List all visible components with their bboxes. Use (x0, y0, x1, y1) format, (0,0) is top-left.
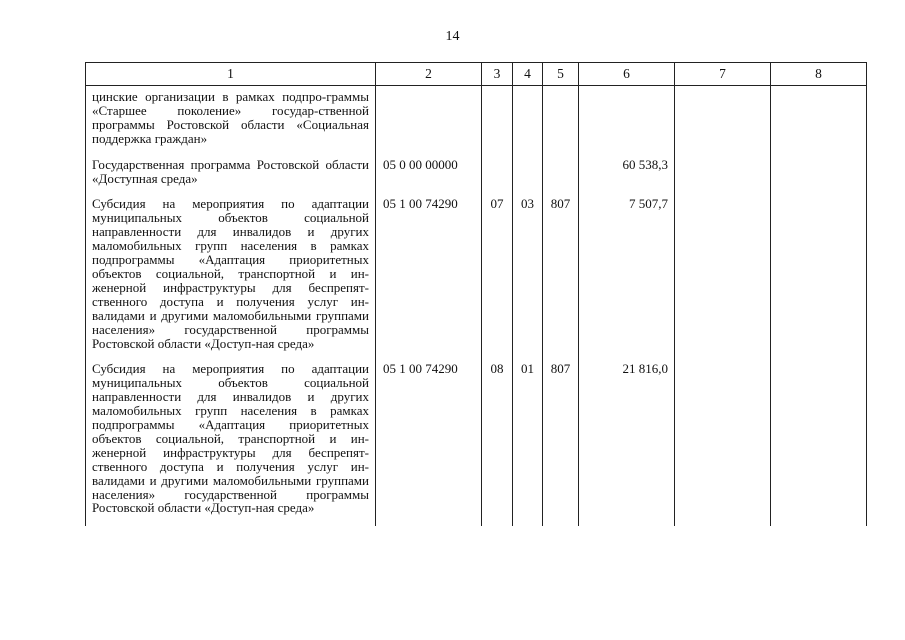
row-col-8 (771, 86, 867, 157)
row-col-7 (675, 157, 771, 197)
row-code: 05 0 00 00000 (376, 157, 482, 197)
row-subsection: 01 (513, 361, 543, 526)
budget-table (85, 62, 867, 526)
table-row (86, 157, 867, 197)
row-col-8 (771, 157, 867, 197)
row-name: Государственная программа Ростовской области «Доступная среда» (86, 157, 376, 197)
header-col-1: 1 (86, 63, 376, 86)
row-expense-type (543, 86, 579, 157)
header-col-8: 8 (771, 63, 867, 86)
row-expense-type: 807 (543, 361, 579, 526)
row-code (376, 86, 482, 157)
header-col-7: 7 (675, 63, 771, 86)
row-subsection: 03 (513, 196, 543, 361)
header-col-5: 5 (543, 63, 579, 86)
row-section (482, 86, 513, 157)
row-expense-type (543, 157, 579, 197)
row-code: 05 1 00 74290 (376, 361, 482, 526)
row-name: цинские организации в рамках подпро-граммы «Старшее поколение» государ-ственной программы Ростовской области «Социальная поддержка граждан» (86, 86, 376, 157)
table-row (86, 196, 867, 361)
row-amount: 7 507,7 (579, 196, 675, 361)
header-col-2: 2 (376, 63, 482, 86)
table-row (86, 361, 867, 526)
row-name: Субсидия на мероприятия по адаптации муниципальных объектов социальной направленности для инвалидов и других маломобильных групп населения в рамках подпрограммы «Адаптация приоритетных объектов социальной, транспортной и ин-женерной инфраструктуры для беспрепят-ственного доступа и получения услуг ин-валидами и другими маломобильными группами населения» государственной программы Ростовской области «Доступ-ная среда» (86, 196, 376, 361)
row-section: 07 (482, 196, 513, 361)
row-col-8 (771, 361, 867, 526)
row-subsection (513, 157, 543, 197)
table-row (86, 86, 867, 157)
row-subsection (513, 86, 543, 157)
row-col-7 (675, 196, 771, 361)
header-col-4: 4 (513, 63, 543, 86)
row-amount (579, 86, 675, 157)
header-row (86, 63, 867, 86)
header-col-6: 6 (579, 63, 675, 86)
row-col-8 (771, 196, 867, 361)
row-col-7 (675, 361, 771, 526)
row-expense-type: 807 (543, 196, 579, 361)
row-col-7 (675, 86, 771, 157)
row-name: Субсидия на мероприятия по адаптации муниципальных объектов социальной направленности для инвалидов и других маломобильных групп населения в рамках подпрограммы «Адаптация приоритетных объектов социальной, транспортной и ин-женерной инфраструктуры для беспрепят-ственного доступа и получения услуг ин-валидами и другими маломобильными группами населения» государственной программы Ростовской области «Доступ-ная среда» (86, 361, 376, 526)
header-col-3: 3 (482, 63, 513, 86)
row-amount: 60 538,3 (579, 157, 675, 197)
row-section: 08 (482, 361, 513, 526)
row-amount: 21 816,0 (579, 361, 675, 526)
row-code: 05 1 00 74290 (376, 196, 482, 361)
page-number: 14 (445, 29, 460, 44)
row-section (482, 157, 513, 197)
